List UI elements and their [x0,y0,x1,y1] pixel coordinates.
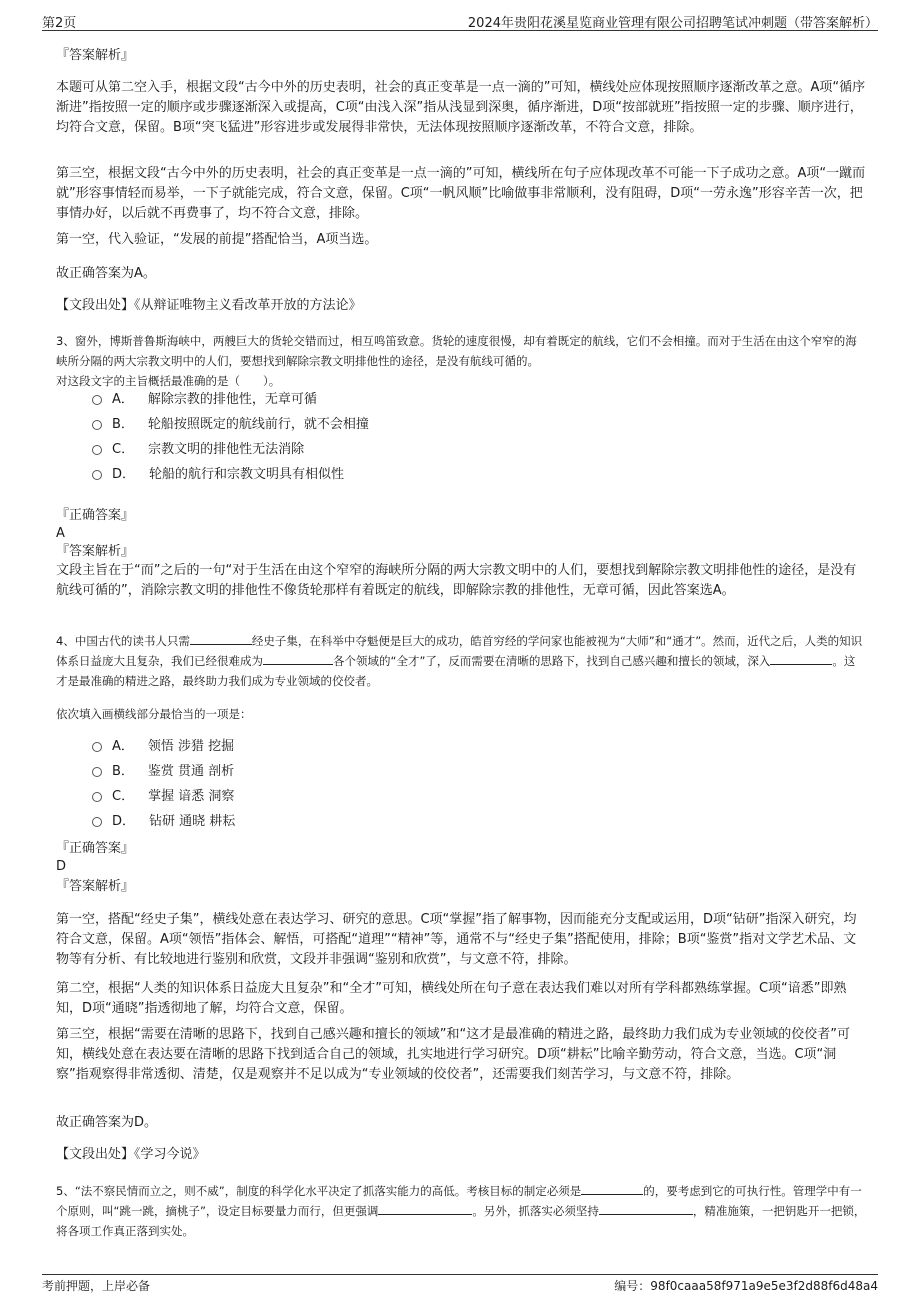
q3-answer: A [56,526,65,541]
q3-ask: 对这段文字的主旨概括最准确的是（ ）。 [56,374,281,388]
radio-icon [92,817,102,827]
q3-option-d[interactable]: D． 轮船的航行和宗教文明具有相似性 [92,465,344,485]
q3-option-c[interactable]: C． 宗教文明的排他性无法消除 [92,440,304,460]
document-title: 2024年贵阳花溪星览商业管理有限公司招聘笔试冲刺题（带答案解析） [467,16,878,31]
q4-ask: 依次填入画横线部分最恰当的一项是： [56,707,252,721]
q3-analysis-label: 『答案解析』 [56,544,135,559]
q3-option-a[interactable]: A． 解除宗教的排他性，无章可循 [92,390,317,410]
radio-icon [92,767,102,777]
q4-source: 【文段出处】《学习今说》 [56,1147,206,1162]
analysis-label: 『答案解析』 [56,48,135,63]
answer-blank[interactable] [263,652,333,665]
radio-icon [92,445,102,455]
page-header [42,8,878,31]
footer-slogan: 考前押题，上岸必备 [42,1279,151,1293]
radio-icon [92,470,102,480]
document-id: 编号：98f0caaa58f971a9e5e3f2d88f6d48a4 [614,1279,878,1293]
q3-analysis: 文段主旨在于“而”之后的一句“对于生活在由这个窄窄的海峡所分隔的两大宗教文明中的人们，要想找到解除宗教文明排他性的途径，是没有航线可循的”，消除宗教文明的排他性不像货轮那样有着既定的航线，即解除宗教的排他性，无章可循，因此答案选A。 [56,563,857,598]
q4-analysis-p2: 第二空，根据“人类的知识体系日益庞大且复杂”和“全才”可知，横线处所在句子意在表达我们难以对所有学科都熟练掌握。C项“谙悉”即熟知，D项“通晓”指透彻地了解，均符合文意，保留。 [56,981,847,1016]
page-footer [42,1274,878,1295]
q4-analysis-p3: 第三空，根据“需要在清晰的思路下，找到自己感兴趣和擅长的领域”和“这才是最准确的精进之路，最终助力我们成为专业领域的佼佼者”可知，横线处意在表达要在清晰的思路下找到适合自己的领域，扎实地进行学习研究。D项“耕耘”比喻辛勤劳动，符合文意，当选。C项“洞察”指观察得非常透彻、清楚，仅是观察并不足以成为“专业领域的佼佼者”，还需要我们刻苦学习，与文意不符，排除。 [56,1027,850,1082]
q4-answer: D [56,859,67,874]
q4-option-d[interactable]: D． 钻研 通晓 耕耘 [92,812,235,832]
q4-option-c[interactable]: C． 掌握 谙悉 洞察 [92,787,234,807]
q2-analysis-p1: 本题可从第二空入手，根据文段“古今中外的历史表明，社会的真正变革是一点一滴的”可知，横线处应体现按照顺序逐渐改革之意。A项“循序渐进”指按照一定的顺序或步骤逐渐深入或提高，C项“由浅入深”指从浅显到深奥，循序渐进，D项“按部就班”指按照一定的步骤、顺序进行，均符合文意，保留。B项“突飞猛进”形容进步或发展得非常快，无法体现按照顺序逐渐改革，不符合文意，排除。 [56,80,866,135]
q4-option-b[interactable]: B． 鉴赏 贯通 剖析 [92,762,234,782]
q2-analysis-p4: 故正确答案为A。 [56,266,156,281]
q2-analysis-p2: 第三空，根据文段“古今中外的历史表明，社会的真正变革是一点一滴的”可知，横线所在句子应体现改革不可能一下子成功之意。A项“一蹴而就”形容事情轻而易举，一下子就能完成，符合文意，保留。C项“一帆风顺”比喻做事非常顺利，没有阻碍，D项“一劳永逸”形容辛苦一次，把事情办好，以后就不再费事了，均不符合文意，排除。 [56,166,866,221]
answer-blank[interactable] [581,1182,643,1195]
radio-icon [92,792,102,802]
page-number: 第2页 [42,16,77,31]
radio-icon [92,420,102,430]
q4-analysis-p4: 故正确答案为D。 [56,1115,158,1130]
q4-correct-label: 『正确答案』 [56,841,135,856]
q3-correct-label: 『正确答案』 [56,508,135,523]
q2-analysis-p3: 第一空，代入验证，“发展的前提”搭配恰当，A项当选。 [56,232,378,247]
radio-icon [92,395,102,405]
q4-option-a[interactable]: A． 领悟 涉猎 挖掘 [92,737,234,757]
answer-blank[interactable] [770,652,832,665]
q3-stem: 3、窗外，博斯普鲁斯海峡中，两艘巨大的货轮交错而过，相互鸣笛致意。货轮的速度很慢，却有着既定的航线，它们不会相撞。而对于生活在由这个窄窄的海峡所分隔的两大宗教文明中的人们，要想找到解除宗教文明排他性的途径，是没有航线可循的。 [56,334,857,368]
answer-blank[interactable] [190,632,252,645]
q2-source: 【文段出处】《从辩证唯物主义看改革开放的方法论》 [56,298,362,313]
answer-blank[interactable] [378,1202,472,1215]
answer-blank[interactable] [599,1202,693,1215]
radio-icon [92,742,102,752]
q3-option-b[interactable]: B． 轮船按照既定的航线前行，就不会相撞 [92,415,369,435]
q4-stem: 4、中国古代的读书人只需 经史子集，在科举中夺魁便是巨大的成功，皓首穷经的学问家也能被视为“大师”和“通才”。然而，近代之后，人类的知识体系日益庞大且复杂，我们已经很难成为 各个领域的“全才”了，反而需要在清晰的思路下，找到自己感兴趣和擅长的领域，深入 。这才是最准确的精进之路，最终助力我们成为专业领域的佼佼者。 [56,634,863,688]
q4-analysis-p1: 第一空，搭配“经史子集”，横线处意在表达学习、研究的意思。C项“掌握”指了解事物，因而能充分支配或运用，D项“钻研”指深入研究，均符合文意，保留。A项“领悟”指体会、解悟，可搭配“道理”“精神”等，通常不与“经史子集”搭配使用，排除；B项“鉴赏”指对文学艺术品、文物等有分析、有比较地进行鉴别和欣赏，文段并非强调“鉴别和欣赏”，与文意不符，排除。 [56,912,857,967]
q4-analysis-label: 『答案解析』 [56,879,135,894]
q5-stem: 5、“法不察民情而立之，则不威”，制度的科学化水平决定了抓落实能力的高低。考核目标的制定必须是 的，要考虑到它的可执行性。管理学中有一个原则，叫“跳一跳，摘桃子”，设定目标要量力而行，但更强调 。另外，抓落实必须坚持 ，精准施策，一把钥匙开一把锁，将各项工作真正落到实处。 [56,1184,866,1238]
